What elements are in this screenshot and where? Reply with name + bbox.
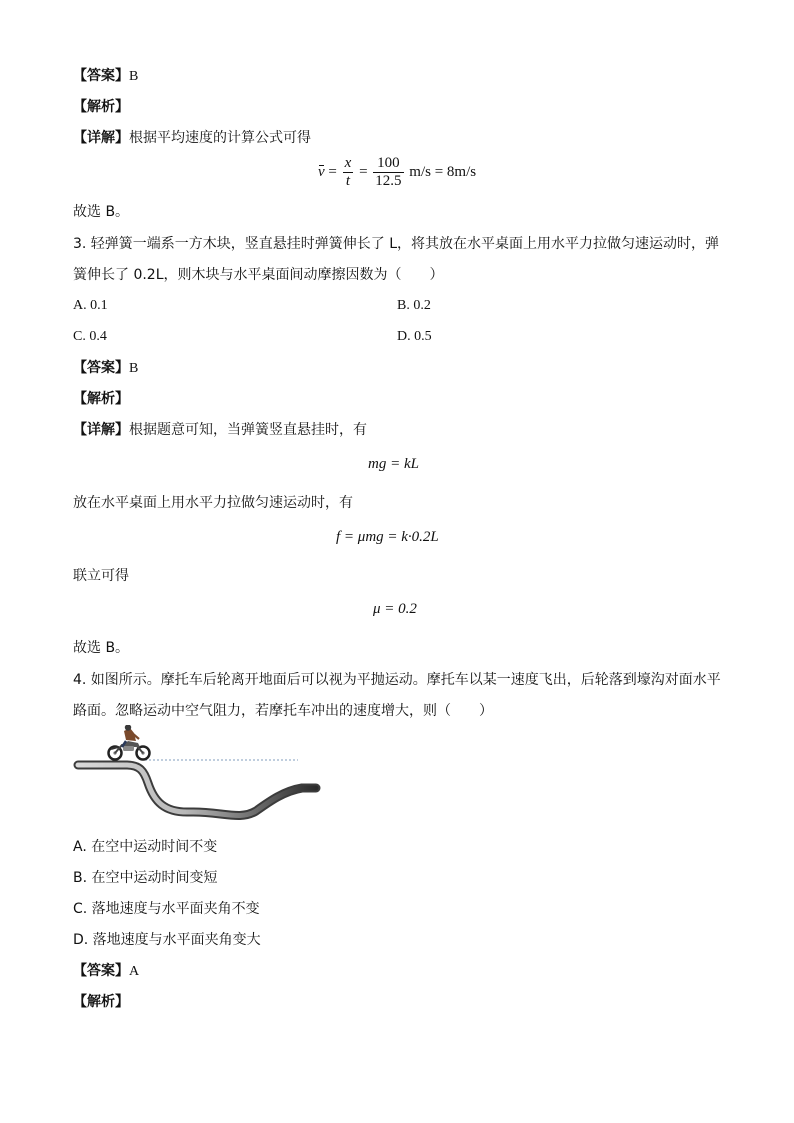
eq-x: x xyxy=(344,155,352,171)
q3-stem-line1: 3. 轻弹簧一端系一方木块，竖直悬挂时弹簧伸长了 L，将其放在水平桌面上用水平力拉做匀速运动时，弹 xyxy=(73,236,720,252)
answer-label: 【答案】 xyxy=(73,68,129,84)
q2-detail-line xyxy=(73,129,311,147)
q3-text-3: 联立可得 xyxy=(73,568,129,584)
detail-text: 根据题意可知，当弹簧竖直悬挂时，有 xyxy=(129,422,367,438)
q4-stem-line1: 4. 如图所示。摩托车后轮离开地面后可以视为平抛运动。摩托车以某一速度飞出，后轮落到壕沟对面水平 xyxy=(73,672,721,688)
q3-conclusion: 故选 B。 xyxy=(73,640,130,656)
q3-analysis-label: 【解析】 xyxy=(73,391,129,407)
q3-option-a: A. 0.1 xyxy=(73,298,108,313)
q2-conclusion: 故选 B。 xyxy=(73,204,130,220)
answer-value: A xyxy=(129,964,140,979)
eq-v-bar: v xyxy=(318,163,325,180)
answer-value: B xyxy=(129,69,139,84)
answer-label: 【答案】 xyxy=(73,360,129,376)
q3-answer-line xyxy=(73,359,138,378)
q4-option-a: A. 在空中运动时间不变 xyxy=(73,839,218,855)
eq-t: t xyxy=(345,173,351,189)
detail-text: 根据平均速度的计算公式可得 xyxy=(129,130,311,146)
ditch-road-outline xyxy=(78,765,316,815)
q4-analysis-label: 【解析】 xyxy=(73,994,129,1010)
detail-label: 【详解】 xyxy=(73,130,129,146)
q3-option-b: B. 0.2 xyxy=(397,298,431,313)
answer-value: B xyxy=(129,361,139,376)
eq-numerator: 100 xyxy=(373,155,403,173)
motorcycle-icon xyxy=(109,725,150,760)
answer-label: 【答案】 xyxy=(73,963,129,979)
q4-stem-line2: 路面。忽略运动中空气阻力，若摩托车冲出的速度增大，则（ ） xyxy=(73,703,493,719)
eq-tail: m/s = 8m/s xyxy=(409,163,477,180)
q3-equation-3: μ = 0.2 xyxy=(373,601,417,617)
q3-equation-2: f = μmg = k·0.2L xyxy=(336,529,439,545)
eq-denominator: 12.5 xyxy=(375,173,402,189)
motorcycle-ditch-figure xyxy=(70,725,325,830)
q4-option-b: B. 在空中运动时间变短 xyxy=(73,870,218,886)
q2-equation: v = $\frac{x}{t}$ = $\frac{100}{12.5}$ m/s = 8m/s xyxy=(318,155,477,189)
q3-option-d: D. 0.5 xyxy=(397,329,432,344)
q3-option-c: C. 0.4 xyxy=(73,329,107,344)
q3-detail-line xyxy=(73,421,367,439)
q2-analysis-label: 【解析】 xyxy=(73,99,129,115)
eq-fraction-value xyxy=(373,155,403,190)
eq-fraction-xt xyxy=(343,155,354,190)
q3-stem-line2: 簧伸长了 0.2L，则木块与水平桌面间动摩擦因数为（ ） xyxy=(73,267,444,283)
q4-option-c: C. 落地速度与水平面夹角不变 xyxy=(73,901,260,917)
detail-label: 【详解】 xyxy=(73,422,129,438)
q3-text-2: 放在水平桌面上用水平力拉做匀速运动时，有 xyxy=(73,495,353,511)
q3-equation-1: mg = kL xyxy=(368,456,419,472)
q4-answer-line xyxy=(73,962,139,981)
q4-option-d: D. 落地速度与水平面夹角变大 xyxy=(73,932,261,948)
q2-answer-line xyxy=(73,67,138,86)
